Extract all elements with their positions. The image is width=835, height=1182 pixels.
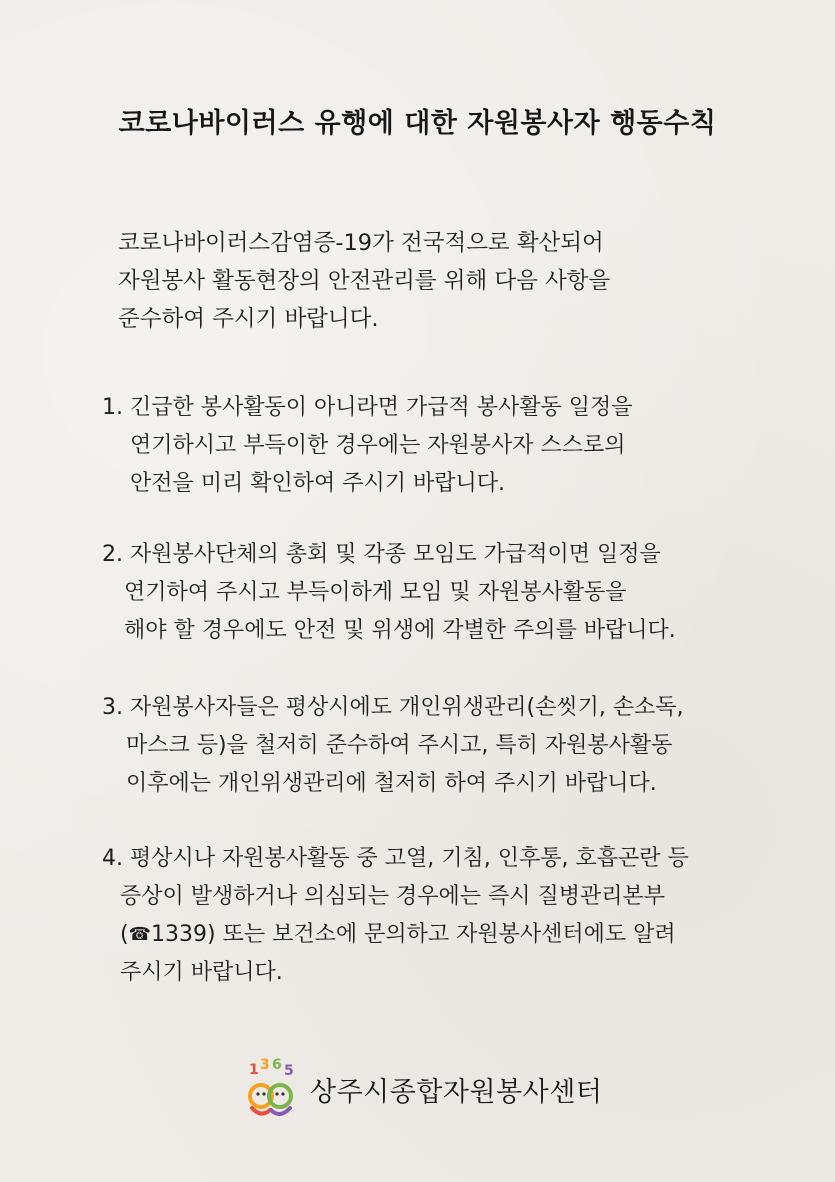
logo-digit-5: 5	[284, 1063, 294, 1079]
phone-paren: (	[120, 922, 129, 947]
intro-line: 코로나바이러스감염증-19가 전국적으로 확산되어	[118, 230, 604, 256]
rule-line-phone	[102, 916, 802, 954]
intro-line: 준수하여 주시기 바랍니다.	[118, 306, 379, 332]
rule-item-4	[102, 840, 802, 992]
rule-line: 안전을 미리 확인하여 주시기 바랍니다.	[130, 471, 505, 496]
logo-digit-6: 6	[272, 1058, 282, 1073]
rule-line: 증상이 발생하거나 의심되는 경우에는 즉시 질병관리본부	[120, 884, 666, 909]
footer	[242, 1058, 642, 1122]
rule-line: 해야 할 경우에도 안전 및 위생에 각별한 주의를 바랍니다.	[124, 618, 676, 643]
rule-line: 연기하시고 부득이한 경우에는 자원봉사자 스스로의	[130, 433, 626, 458]
volunteer-center-logo-icon	[242, 1058, 300, 1122]
rule-item-1	[102, 389, 802, 503]
phone-icon: ☎	[128, 924, 152, 945]
intro-paragraph	[118, 224, 758, 338]
page-title: 코로나바이러스 유행에 대한 자원봉사자 행동수칙	[118, 108, 717, 139]
intro-line: 자원봉사 활동현장의 안전관리를 위해 다음 사항을	[118, 268, 611, 294]
rule-line: 이후에는 개인위생관리에 철저히 하여 주시기 바랍니다.	[126, 771, 657, 796]
rule-item-2	[102, 536, 802, 650]
logo-digit-1: 1	[249, 1062, 259, 1078]
rule-line: 3. 자원봉사자들은 평상시에도 개인위생관리(손씻기, 손소독,	[102, 695, 684, 720]
rule-line: 1. 긴급한 봉사활동이 아니라면 가급적 봉사활동 일정을	[102, 395, 633, 420]
rule-line: 2. 자원봉사단체의 총회 및 각종 모임도 가급적이면 일정을	[102, 542, 661, 567]
organization-name: 상주시종합자원봉사센터	[310, 1077, 603, 1108]
rule-line: 연기하여 주시고 부득이하게 모임 및 자원봉사활동을	[124, 580, 627, 605]
phone-text: 1339) 또는 보건소에 문의하고 자원봉사센터에도 알려	[151, 922, 676, 947]
rule-item-3	[102, 689, 802, 803]
logo-digit-3: 3	[260, 1058, 270, 1073]
rule-line: 마스크 등)을 철저히 준수하여 주시고, 특히 자원봉사활동	[126, 733, 673, 758]
rule-line: 4. 평상시나 자원봉사활동 중 고열, 기침, 인후통, 호흡곤란 등	[102, 846, 689, 871]
rule-line: 주시기 바랍니다.	[120, 960, 283, 985]
